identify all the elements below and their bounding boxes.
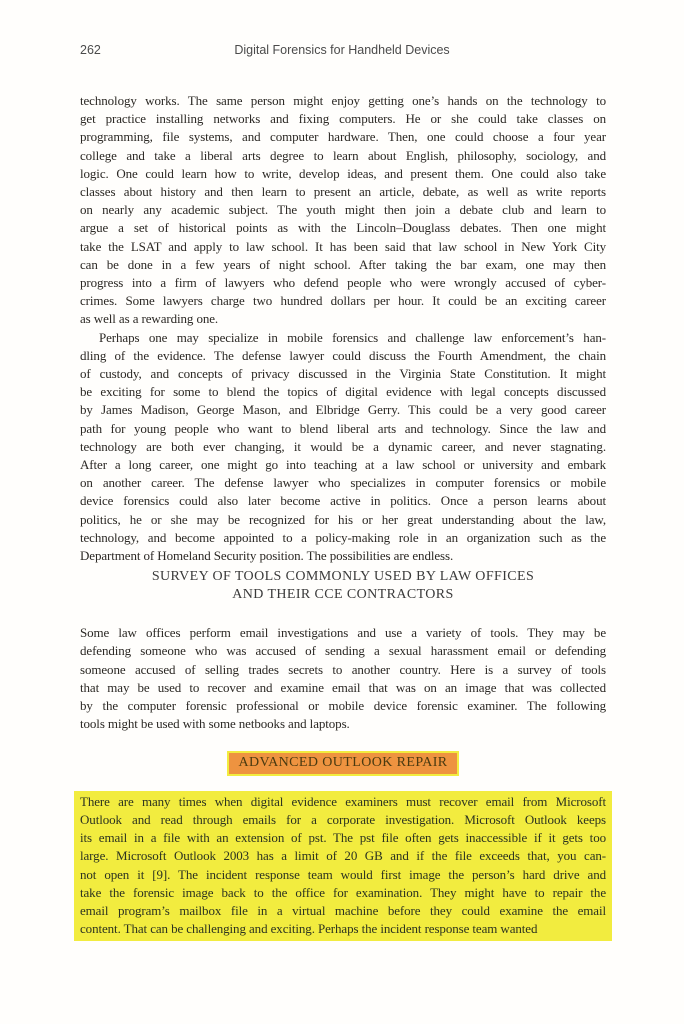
text-line: on nearly any academic subject. The youth might then join a debate club and learn to bbox=[80, 202, 606, 218]
text-line: dling of the evidence. The defense lawyer could discuss the Fourth Amendment, the chain bbox=[80, 347, 606, 363]
section-heading-line-1: SURVEY OF TOOLS COMMONLY USED BY LAW OFFICES bbox=[151, 569, 535, 585]
text-line: not open it [9]. The incident response team would first image the person’s hard drive and bbox=[80, 866, 606, 882]
page-header bbox=[77, 43, 607, 57]
paragraph-mobile-forensics-specialize bbox=[80, 329, 606, 566]
text-line: path for young people who want to blend liberal arts and technology. Since the law and bbox=[80, 420, 606, 436]
text-line: tools might be used with some netbooks and laptops. bbox=[80, 716, 350, 732]
text-line: argue a set of historical points as with the Lincoln–Douglass debates. Then one might bbox=[80, 220, 606, 236]
text-line: After a long career, one might go into teaching at a law school or university and embark bbox=[80, 457, 606, 473]
text-line: classes about history and then learn to present an article, debate, as well as write reports bbox=[80, 184, 606, 200]
page-number: 262 bbox=[80, 43, 101, 57]
text-line: device forensics could also later become active in politics. Once a person learns about bbox=[80, 493, 606, 509]
section-heading bbox=[80, 568, 606, 604]
text-line: Some law offices perform email investigations and use a variety of tools. They may be bbox=[80, 625, 606, 641]
text-line: college and take a liberal arts degree to learn about English, philosophy, sociology, and bbox=[80, 147, 606, 163]
text-line: technology are both ever changing, it would be a dynamic career, and never stagnating. bbox=[80, 438, 606, 454]
text-line: as well as a rewarding one. bbox=[80, 311, 219, 327]
text-line: Perhaps one may specialize in mobile forensics and challenge law enforcement’s han- bbox=[99, 329, 606, 345]
text-line: technology, and become appointed to a policy-making role in an organization such as the bbox=[80, 529, 606, 545]
page-body bbox=[80, 92, 606, 941]
text-line: logic. One could learn how to write, develop ideas, and present them. One could also take bbox=[80, 165, 606, 181]
text-line: its email in a file with an extension of pst. The pst file often gets inaccessible if it gets too bbox=[80, 830, 606, 846]
text-line: take the LSAT and apply to law school. It has been said that law school in New York City bbox=[80, 238, 606, 254]
subsection-heading-row bbox=[80, 751, 606, 776]
text-line: be exciting for some to blend the topics of digital evidence with legal concepts discussed bbox=[80, 384, 606, 400]
text-line: Outlook and read through emails for a corporate investigation. Microsoft Outlook keeps bbox=[80, 811, 606, 827]
text-line: programming, file systems, and computer hardware. Then, one could choose a four year bbox=[80, 129, 606, 145]
text-line: content. That can be challenging and exciting. Perhaps the incident response team wanted bbox=[80, 921, 538, 937]
text-line: There are many times when digital evidence examiners must recover email from Microsoft bbox=[80, 793, 606, 809]
text-line: of custody, and concepts of privacy discussed in the Virginia State Constitution. It might bbox=[80, 366, 606, 382]
subsection-heading-highlighted: ADVANCED OUTLOOK REPAIR bbox=[227, 751, 458, 776]
text-line: email program’s mailbox file in a virtual machine before they could examine the email bbox=[80, 902, 606, 918]
text-line: politics, he or she may be recognized for his or her great understanding about the law, bbox=[80, 511, 606, 527]
text-line: technology works. The same person might enjoy getting one’s hands on the technology to bbox=[80, 93, 606, 108]
paragraph-technology-careers bbox=[80, 92, 606, 329]
text-line: on another career. The defense lawyer who specializes in computer forensics or mobile bbox=[80, 475, 606, 491]
text-line: take the forensic image back to the office for examination. They might have to repair the bbox=[80, 884, 606, 900]
text-line: Department of Homeland Security position. The possibilities are endless. bbox=[80, 548, 454, 564]
text-line: defending someone who was accused of sending a sexual harassment email or defending bbox=[80, 643, 606, 659]
text-line: can be done in a few years of night school. After taking the bar exam, one may then bbox=[80, 256, 606, 272]
text-line: get practice installing networks and fixing computers. He or she could take classes on bbox=[80, 111, 606, 127]
highlighted-paragraph-outlook-repair bbox=[74, 791, 612, 942]
text-line: by James Madison, George Mason, and Elbridge Gerry. This could be a very good career bbox=[80, 402, 606, 418]
text-line: large. Microsoft Outlook 2003 has a limit of 20 GB and if the file exceeds that, you can- bbox=[80, 848, 606, 864]
paragraph-survey-intro bbox=[80, 624, 606, 733]
section-heading-line-2: AND THEIR CCE CONTRACTORS bbox=[232, 587, 454, 603]
running-title: Digital Forensics for Handheld Devices bbox=[234, 43, 450, 57]
text-line: someone accused of selling trades secrets to another country. Here is a survey of tools bbox=[80, 661, 606, 677]
text-line: progress into a firm of lawyers who defend people who were wrongly accused of cyber- bbox=[80, 275, 606, 291]
text-line: by the computer forensic professional or mobile device forensic examiner. The following bbox=[80, 698, 606, 714]
text-line: that may be used to recover and examine email that was on an image that was collected bbox=[80, 679, 606, 695]
text-line: crimes. Some lawyers charge two hundred dollars per hour. It could be an exciting career bbox=[80, 293, 606, 309]
